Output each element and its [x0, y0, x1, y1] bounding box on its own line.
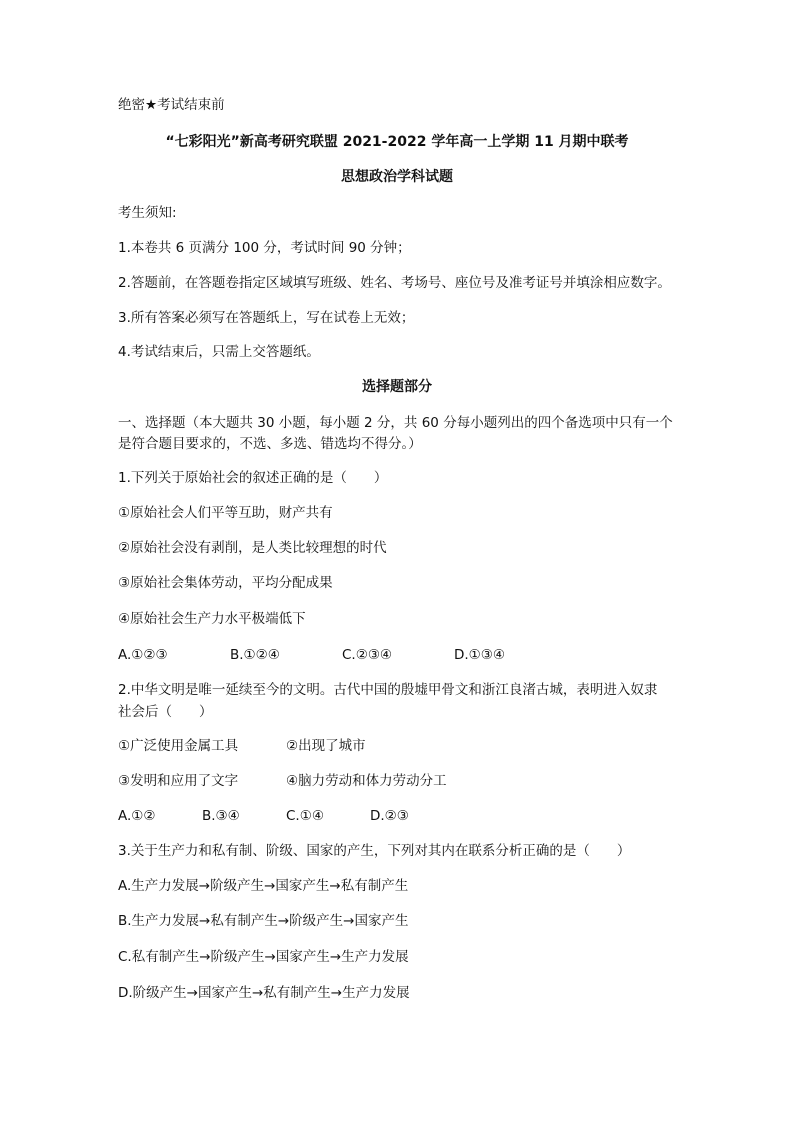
question-3-stem: 3.关于生产力和私有制、阶级、国家的产生，下列对其内在联系分析正确的是（ ）	[118, 843, 631, 859]
notice-item: 4.考试结束后，只需上交答题纸。	[118, 344, 320, 360]
q1-option-d: D.①③④	[454, 647, 505, 663]
q1-option-a: A.①②③	[118, 647, 168, 663]
q3-option-a: A.生产力发展→阶级产生→国家产生→私有制产生	[118, 878, 409, 894]
question-1-stem: 1.下列关于原始社会的叙述正确的是（ ）	[118, 470, 388, 486]
notice-item: 2.答题前，在答题卷指定区域填写班级、姓名、考场号、座位号及准考证号并填涂相应数字。	[118, 275, 671, 291]
q1-statement: ①原始社会人们平等互助，财产共有	[118, 505, 333, 521]
q3-option-d: D.阶级产生→国家产生→私有制产生→生产力发展	[118, 985, 410, 1001]
q2-option-b: B.③④	[202, 808, 240, 824]
q2-statement: ④脑力劳动和体力劳动分工	[286, 773, 447, 789]
q1-option-b: B.①②④	[230, 647, 280, 663]
q2-option-c: C.①④	[286, 808, 324, 824]
q2-statement: ②出现了城市	[286, 738, 366, 754]
section-instruction-line2: 是符合题目要求的，不选、多选、错选均不得分。）	[118, 436, 422, 452]
q2-option-a: A.①②	[118, 808, 156, 824]
notice-item: 1.本卷共 6 页满分 100 分，考试时间 90 分钟；	[118, 240, 411, 256]
q1-option-c: C.②③④	[342, 647, 393, 663]
confidential-mark: 绝密★考试结束前	[118, 97, 225, 113]
subject-title: 思想政治学科试题	[341, 169, 453, 185]
q1-statement: ④原始社会生产力水平极端低下	[118, 611, 306, 627]
q2-option-d: D.②③	[370, 808, 409, 824]
section-instruction-line1: 一、选择题（本大题共 30 小题，每小题 2 分，共 60 分每小题列出的四个备选项中只有一个	[118, 415, 673, 431]
q2-statement: ③发明和应用了文字	[118, 773, 239, 789]
q2-statement: ①广泛使用金属工具	[118, 738, 239, 754]
section-title: 选择题部分	[362, 379, 432, 395]
q3-option-c: C.私有制产生→阶级产生→国家产生→生产力发展	[118, 949, 409, 965]
q1-statement: ③原始社会集体劳动，平均分配成果	[118, 575, 333, 591]
question-2-stem-line1: 2.中华文明是唯一延续至今的文明。古代中国的殷墟甲骨文和浙江良渚古城，表明进入奴隶	[118, 682, 658, 698]
question-2-stem-line2: 社会后（ ）	[118, 704, 213, 720]
notice-heading: 考生须知:	[118, 205, 177, 221]
notice-item: 3.所有答案必须写在答题纸上，写在试卷上无效；	[118, 310, 415, 326]
exam-title: “七彩阳光”新高考研究联盟 2021-2022 学年高一上学期 11 月期中联考	[165, 134, 629, 150]
q3-option-b: B.生产力发展→私有制产生→阶级产生→国家产生	[118, 913, 409, 929]
q1-statement: ②原始社会没有剥削，是人类比较理想的时代	[118, 540, 387, 556]
